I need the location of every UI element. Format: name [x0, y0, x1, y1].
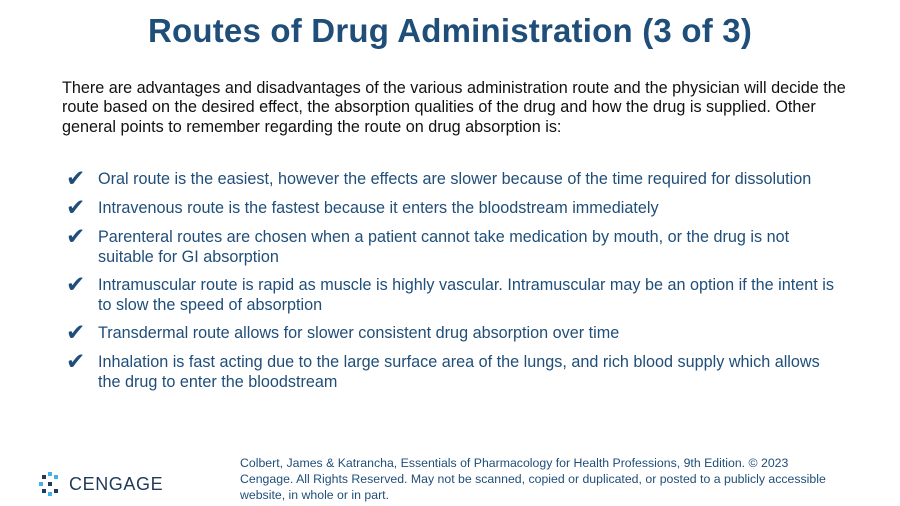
checkmark-icon: ✔: [66, 166, 86, 192]
copyright-credit: Colbert, James & Katrancha, Essentials of Pharmacology for Health Professions, 9th Edition. © 2023 Cengage. All Rights Reserved. May not be scanned, copied or duplicated, or posted to a publicly accessible website, in whole or in part.: [240, 456, 826, 502]
checkmark-icon: ✔: [66, 272, 86, 298]
bullet-text: Intravenous route is the fastest because it enters the bloodstream immediately: [98, 199, 659, 217]
checkmark-icon: ✔: [66, 349, 86, 375]
checkmark-icon: ✔: [66, 320, 86, 346]
cengage-logo: [36, 470, 163, 498]
cengage-logo-mark-icon: [36, 470, 64, 498]
bullet-list: [66, 166, 836, 400]
intro-paragraph: There are advantages and disadvantages of the various administration route and the physician will decide the route based on the desired effect, the absorption qualities of the drug and how the drug is supplied. Other general points to remember regarding the route on drug absorption is:: [62, 79, 846, 136]
list-item: [66, 272, 836, 315]
list-item: [66, 349, 836, 392]
page-title: Routes of Drug Administration (3 of 3): [147, 12, 753, 49]
list-item: [66, 320, 836, 346]
logo-text: CENGAGE: [69, 474, 164, 494]
checkmark-icon: ✔: [66, 195, 86, 221]
bullet-text: Inhalation is fast acting due to the large surface area of the lungs, and rich blood supply which allows the drug to enter the bloodstream: [98, 353, 820, 391]
list-item: [66, 224, 836, 267]
bullet-text: Parenteral routes are chosen when a patient cannot take medication by mouth, or the drug is not suitable for GI absorption: [98, 228, 790, 266]
bullet-text: Transdermal route allows for slower consistent drug absorption over time: [98, 324, 620, 342]
bullet-text: Oral route is the easiest, however the effects are slower because of the time required for dissolution: [98, 170, 812, 188]
list-item: [66, 166, 836, 192]
list-item: [66, 195, 836, 221]
bullet-text: Intramuscular route is rapid as muscle is highly vascular. Intramuscular may be an option if the intent is to slow the speed of absorption: [98, 276, 834, 314]
checkmark-icon: ✔: [66, 224, 86, 250]
